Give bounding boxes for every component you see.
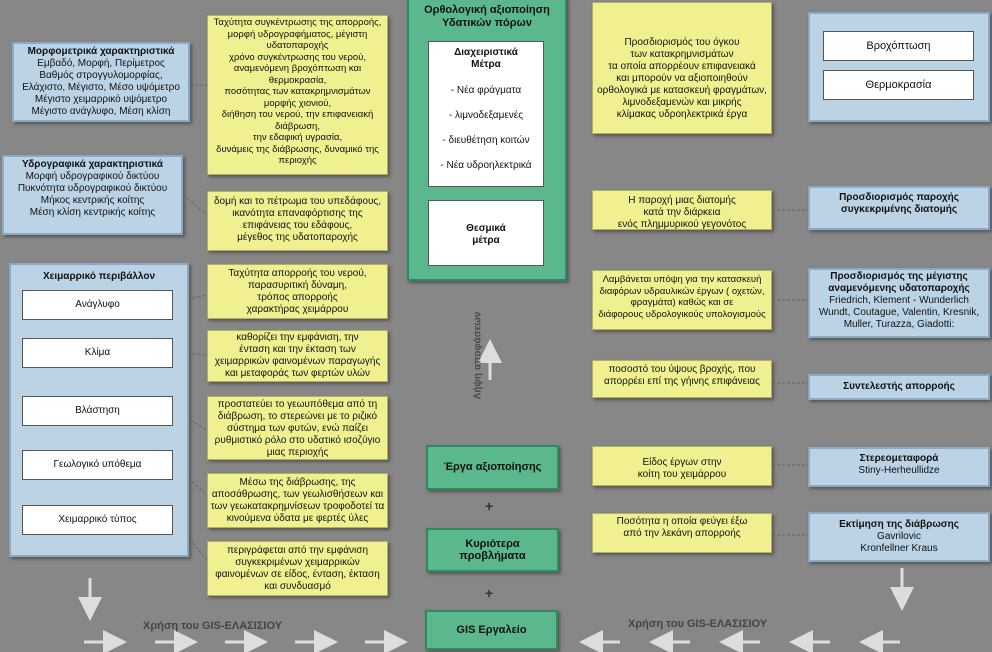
text-line: ορθολογικά με κατασκευή φραγμάτων, <box>597 85 767 96</box>
text-line: Προσδιορισμός του όγκου <box>624 37 740 48</box>
text-line: φαινομένων σε είδος, ένταση, έκταση <box>215 569 380 580</box>
climate-inputs-box <box>808 12 990 122</box>
effect-box-3 <box>207 264 388 319</box>
input-item-label: Θερμοκρασία <box>865 79 932 91</box>
discharge-title: συγκεκριμένης διατομής <box>840 204 958 215</box>
text-line: από την λεκάνη απορροής <box>623 528 741 539</box>
text-line: κινούμενα ύδατα με φερτές ύλες <box>226 513 369 524</box>
measure-item: - Νέα υδροηλεκτρικά <box>440 160 532 171</box>
text-line: Ποσότητα η οποία φεύγει έξω <box>616 516 748 527</box>
erosion-line: Kronfellner Kraus <box>860 543 938 554</box>
input-item-label: Βροχόπτωση <box>866 40 931 52</box>
sediment-title: Στερεομεταφορά <box>859 453 939 464</box>
text-line: φραγμάτα) καθώς και σε <box>630 297 734 308</box>
plus-icon: + <box>485 498 494 514</box>
info-box-3 <box>592 270 772 330</box>
gis-tool-label: GIS Εργαλείο <box>456 624 527 636</box>
text-line: θερμοκρασία, <box>268 74 327 86</box>
morphometric-line: Μέγιστο ανάγλυφο, Μέση κλίση <box>31 106 171 117</box>
text-line: κλίμακας υδροηλεκτρικά έργα <box>616 109 748 120</box>
input-item-temperature <box>823 70 974 100</box>
text-line: χειμαρρικών φαινομένων παραγωγής <box>214 356 381 367</box>
effect-box-6 <box>207 473 388 528</box>
discharge-title: Προσδιορισμός παροχής <box>839 192 959 203</box>
text-line: αποσάθρωσης, των γεωλισθήσεων και <box>211 489 384 500</box>
text-line: των γεωκατακρημνίσεων τροφοδοτεί τα <box>210 501 385 512</box>
hydrographic-line: Μορφή υδρογραφικού δικτύου <box>25 171 160 182</box>
text-line: διάβρωση, το στερεώνει με το ριζικό <box>217 411 378 422</box>
gis-use-label-left: Χρήση του GIS-ΕΛΑΣΙΣΙΟΥ <box>143 620 283 632</box>
text-line: τρόπος απορροής <box>257 292 338 303</box>
gis-use-label-right: Χρήση του GIS-ΕΛΑΣΙΣΙΟΥ <box>628 618 768 630</box>
text-line: παρασυριτική δύναμη, <box>248 280 347 291</box>
management-measures-title: Διαχειριστικά <box>454 47 518 58</box>
effect-box-2 <box>207 191 388 251</box>
env-item-label: Χειμαρρικό τύπος <box>58 514 137 525</box>
text-line: κοίτη του χειμάρρου <box>637 469 727 480</box>
runoff-coefficient-label: Συντελεστής απορροής <box>843 381 955 392</box>
text-line: μιας περιοχής <box>266 447 329 458</box>
institutional-measures-title: μέτρα <box>472 235 500 246</box>
main-problems-box <box>426 528 559 572</box>
info-box-4 <box>592 360 772 398</box>
text-line: δομή και το πέτρωμα του υπεδάφους, <box>213 196 382 207</box>
utilization-works-box <box>426 445 559 490</box>
text-line: ποσοστό του ύψους βροχής, που <box>608 364 756 375</box>
text-line: Λαμβάνεται υπόψη για την κατασκευή <box>602 274 762 285</box>
text-line: περιοχής <box>278 155 317 166</box>
env-item-label: Γεωλογικό υπόθεμα <box>53 459 142 470</box>
env-item-label: Κλίμα <box>84 347 111 358</box>
info-box-6 <box>592 513 772 553</box>
hydrographic-line: Πυκνότητα υδρογραφικού δικτύου <box>17 183 168 194</box>
effect-box-1 <box>207 15 388 175</box>
info-box-5 <box>592 446 772 486</box>
text-line: μορφή υδρογραφήματος, μέγιστη <box>227 28 368 40</box>
input-item-rainfall <box>823 31 974 61</box>
hydrographic-title: Υδρογραφικά χαρακτηριστικά <box>21 159 164 170</box>
text-line: ποσότητας των κατακρημνισμάτων <box>224 86 371 97</box>
hydrographic-box <box>2 155 183 235</box>
max-flow-line: Wundt, Coutague, Valentin, Kresnik, <box>818 307 980 318</box>
morphometric-title: Μορφομετρικά χαρακτηριστικά <box>27 46 175 57</box>
gis-tool-box <box>425 610 558 650</box>
text-line: μέγεθος της υδατοπαροχής <box>237 232 358 243</box>
text-line: ενός πλημμυρικού γεγονότος <box>617 219 747 230</box>
sediment-line: Stiny-Herheullidze <box>858 465 940 476</box>
text-line: και μπορούν να αξιοποιηθούν <box>616 73 748 84</box>
institutional-measures-box <box>428 200 544 266</box>
text-line: χαρακτήρας χειμάρρου <box>246 304 349 315</box>
effect-box-5 <box>207 396 388 460</box>
main-problems-label: προβλήματα <box>459 550 526 562</box>
management-measures-box <box>428 41 544 187</box>
max-flow-title: αναμενόμενης υδατοπαροχής <box>828 283 970 294</box>
measure-item: - διευθέτηση κοιτών <box>442 135 530 146</box>
effect-box-4 <box>207 330 388 382</box>
measure-item: - λιμνοδεξαμενές <box>448 110 524 121</box>
text-line: διάφορους υδρολογικούς υπολογισμούς <box>598 308 766 320</box>
decision-making-label: Λήψη αποφάσεων <box>472 311 484 400</box>
text-line: δυνάμεις της διάβρωσης, δυναμικό της <box>216 143 379 155</box>
text-line: καθορίζει την εμφάνιση, την <box>236 332 359 343</box>
text-line: σύστημα των φυτών, ενώ παίζει <box>226 423 369 434</box>
morphometric-line: Μέγιστο χειμαρρικό υψόμετρο <box>34 94 168 105</box>
discharge-box <box>808 186 990 230</box>
env-item-torrent-type <box>22 505 173 535</box>
max-flow-title: Προσδιορισμός της μέγιστης <box>830 271 968 282</box>
text-line: Μέσω της διάβρωσης, της <box>239 477 356 488</box>
max-flow-line: Muller, Turazza, Giadotti: <box>843 319 955 330</box>
info-box-1 <box>592 2 772 134</box>
text-line: μορφής χιονιού, <box>263 97 332 109</box>
env-item-label: Βλάστηση <box>75 405 120 416</box>
text-line: των κατακρημνισμάτων <box>630 49 734 60</box>
text-line: την εδαφική υγρασία, <box>252 132 343 143</box>
text-line: και μεταφοράς των φερτών υλών <box>225 368 370 379</box>
effect-box-7 <box>207 541 388 596</box>
text-line: υδατοπαροχής <box>266 40 329 51</box>
env-item-relief <box>22 290 173 320</box>
utilization-works-label: Έργα αξιοποίησης <box>443 461 542 473</box>
torrent-environment-title: Χειμαρρικό περιβάλλον <box>42 271 156 282</box>
plus-icon: + <box>485 585 494 601</box>
erosion-title: Εκτίμηση της διάβρωσης <box>839 519 959 530</box>
text-line: προστατεύει το γεωυπόθεμα από τη <box>217 399 378 410</box>
runoff-coefficient-box <box>808 374 990 400</box>
text-line: διαφόρων υδραυλικών έργων ( οχετών, <box>599 285 765 297</box>
env-item-label: Ανάγλυφο <box>75 299 120 310</box>
main-problems-label: Κυριότερα <box>465 538 520 550</box>
morphometric-line: Ελάχιστο, Μέγιστο, Μέσο υψόμετρο <box>22 82 180 93</box>
sediment-transport-box <box>808 447 990 487</box>
text-line: ένταση και την έκταση των <box>239 344 356 355</box>
text-line: διήθηση του νερού, την επιφανειακή <box>221 109 374 120</box>
env-item-geology <box>22 450 173 480</box>
rational-use-title: Ορθολογική αξιοποίηση <box>424 4 550 16</box>
text-line: Ταχύτητα απορροής του νερού, <box>228 268 367 279</box>
rational-use-title: Υδατικών πόρων <box>442 17 532 29</box>
info-box-2 <box>592 190 772 230</box>
text-line: και συνδυασμό <box>264 581 331 592</box>
management-measures-title: Μέτρα <box>471 59 501 70</box>
text-line: λιμνοδεξαμενών και μικρής <box>622 97 742 108</box>
env-item-climate <box>22 338 173 368</box>
text-line: απορρέει επί της γήινης επιφάνειας <box>604 376 760 387</box>
morphometric-line: Εμβαδό, Μορφή, Περίμετρος <box>37 58 165 69</box>
hydrographic-line: Μέση κλίση κεντρικής κοίτης <box>29 207 156 218</box>
text-line: τα οποία απορρέουν επιφανειακά <box>608 61 756 72</box>
erosion-estimation-box <box>808 512 990 562</box>
text-line: κατά την διάρκεια <box>643 207 721 218</box>
text-line: Η παροχή μιας διατομής <box>628 195 736 206</box>
hydrographic-line: Μήκος κεντρικής κοίτης <box>40 195 145 206</box>
max-flow-line: Friedrich, Klement - Wunderlich <box>829 295 969 306</box>
text-line: χρόνο συγκέντρωσης του νερού, <box>228 51 367 63</box>
text-line: συγκεκριμένων χειμαρρικών <box>235 557 360 568</box>
text-line: ικανότητα επαναφόρτισης της <box>232 208 363 219</box>
text-line: επιφάνειας του εδάφους, <box>242 220 353 231</box>
morphometric-box <box>12 42 190 122</box>
institutional-measures-title: Θεσμικά <box>466 223 506 234</box>
text-line: αναμενόμενη βροχόπτωση και <box>233 63 362 74</box>
text-line: Ταχύτητα συγκέντρωσης της απορροής, <box>213 17 382 28</box>
text-line: διάβρωση, <box>275 120 320 132</box>
text-line: ρυθμιστικό ρόλο στο υδατικό ισοζύγιο <box>214 435 381 446</box>
erosion-line: Gavrilovic <box>877 531 921 542</box>
text-line: Είδος έργων στην <box>642 457 722 468</box>
measure-item: - Νέα φράγματα <box>450 85 522 96</box>
env-item-vegetation <box>22 396 173 426</box>
morphometric-line: Βαθμός στρογγυλομορφίας, <box>39 70 163 81</box>
text-line: περιγράφεται από την εμφάνιση <box>226 545 369 556</box>
max-flow-box <box>808 268 990 338</box>
